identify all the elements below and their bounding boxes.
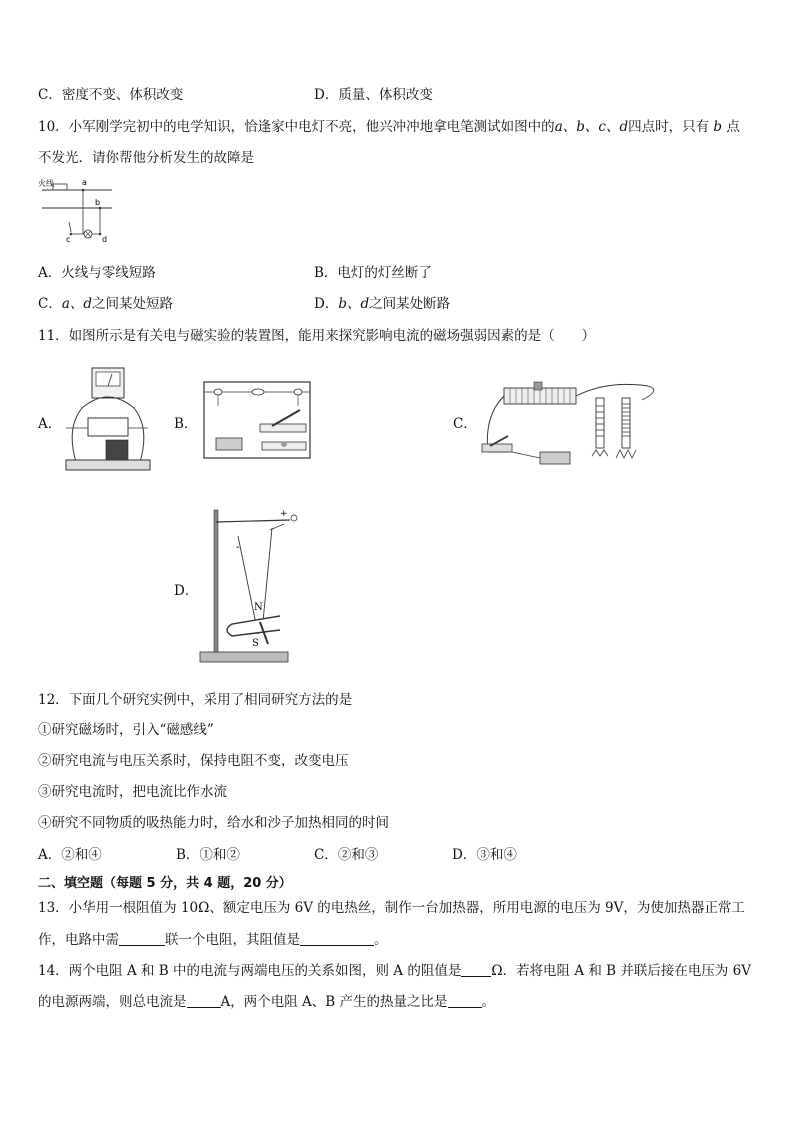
q13-blank-2[interactable]	[300, 931, 374, 946]
switch	[69, 222, 71, 232]
fire-wire-label: 火线	[38, 179, 54, 188]
switch-base	[482, 444, 512, 452]
q11-label-d: D．	[174, 583, 199, 599]
q10-circuit-figure	[38, 176, 118, 246]
q12-option-c: C．②和③	[314, 847, 379, 863]
q14-text-a: 14．两个电阻 A 和 B 中的电流与两端电压的关系如图，则 A 的阻值是	[38, 963, 462, 979]
section-2-title: 二、填空题（每题 5 分，共 4 题，20 分）	[38, 876, 292, 891]
q12-option-d: D．③和④	[452, 847, 517, 863]
q12-option-a: A．②和④	[38, 847, 102, 863]
q14-blank-3[interactable]	[448, 993, 482, 1008]
q11-stem: 11．如图所示是有关电与磁实验的装置图，能用来探究影响电流的磁场强弱因素的是（ ）	[38, 328, 596, 344]
q14-text-c: 的电源两端，则总电流是	[38, 994, 187, 1010]
base-plate	[66, 460, 150, 470]
plus-mark: +	[280, 509, 288, 519]
q12-option-b: B．①和②	[176, 847, 240, 863]
q12-item-3: ③研究电流时，把电流比作水流	[38, 784, 227, 800]
q14-text-b: Ω．若将电阻 A 和 B 并联后接在电压为 6V	[491, 963, 752, 979]
point-b-label: b	[95, 198, 101, 207]
lamp-1	[214, 389, 222, 395]
wire-right-swing	[262, 528, 272, 632]
q10-option-d-text: 之间某处断路	[369, 296, 451, 312]
q10-option-c-text: 之间某处短路	[92, 296, 174, 312]
q11-label-c: C．	[453, 416, 477, 432]
q11-figure-d-stand-magnet	[198, 506, 302, 666]
wire-top-loop	[576, 384, 654, 400]
q14-text-e: 。	[481, 994, 496, 1010]
q10-stem-line2: 不发光．请你帮他分析发生的故障是	[38, 150, 254, 166]
point-c-label: c	[66, 235, 71, 244]
terminal	[291, 515, 297, 521]
lamp-2	[252, 389, 264, 395]
q10-stem-points: a、b、c、d	[554, 119, 629, 135]
magnet-s-label: S	[252, 638, 259, 649]
u-magnet	[227, 616, 280, 636]
nail-2	[622, 398, 630, 448]
lamp-3	[294, 389, 302, 395]
q12-item-1: ①研究磁场时，引入“磁感线”	[38, 722, 214, 738]
wire-bottom	[512, 452, 540, 458]
stand-rod	[214, 510, 218, 656]
q12-item-4: ④研究不同物质的吸热能力时，给水和沙子加热相同的时间	[38, 815, 389, 831]
q13-line2	[38, 928, 388, 948]
q10-stem-end: 点	[726, 119, 740, 135]
q13-blank-1[interactable]	[119, 931, 165, 946]
meter-dial	[96, 372, 120, 386]
minus-mark: -	[236, 542, 240, 553]
q9-option-d: D．质量、体积改变	[314, 87, 433, 103]
q10-option-a: A．火线与零线短路	[38, 265, 156, 281]
magnet-n-label: N	[254, 602, 263, 613]
wire-left-swing	[238, 536, 258, 634]
terminal-knob	[281, 441, 287, 447]
lead-wire	[270, 524, 284, 530]
point-d	[99, 233, 102, 236]
battery	[540, 452, 570, 464]
magnet-block	[106, 440, 128, 460]
point-d-label: d	[102, 235, 108, 244]
q11-figure-b-circuit-board	[202, 378, 312, 462]
q14-blank-2[interactable]	[187, 993, 221, 1008]
q13-text-a: 作，电路中需	[38, 932, 119, 948]
q14-blank-1[interactable]	[461, 962, 491, 977]
switch-base	[260, 424, 306, 432]
pins-2	[616, 450, 636, 458]
q14-line1	[38, 959, 751, 979]
q13-line1: 13．小华用一根阻值为 10Ω、额定电压为 6V 的电热丝，制作一台加热器，所用电源的电压为 9V，为使加热器正常工	[38, 900, 745, 916]
q9-option-c: C．密度不变、体积改变	[38, 87, 184, 103]
q13-text-b: 联一个电阻，其阻值是	[165, 932, 300, 948]
q10-option-d-prefix: D．	[314, 296, 339, 312]
q12-item-2: ②研究电流与电压关系时，保持电阻不变，改变电压	[38, 753, 349, 769]
pins-1	[592, 450, 608, 456]
q10-stem-text: 10．小军刚学完初中的电学知识，恰逢家中电灯不亮，他兴冲冲地拿电笔测试如图中的	[38, 119, 555, 135]
q14-line2	[38, 990, 495, 1010]
q10-stem-tail: 四点时，只有	[628, 119, 710, 135]
rheostat-slider	[534, 382, 542, 390]
q11-label-a: A．	[38, 416, 62, 432]
q10-option-c	[38, 292, 173, 312]
fuse-symbol	[53, 184, 67, 190]
q10-stem-b: b	[713, 119, 723, 135]
q10-stem-line1	[38, 115, 740, 135]
q11-label-b: B．	[174, 416, 198, 432]
q11-figure-a-galvanometer	[62, 366, 154, 474]
q12-stem: 12．下面几个研究实例中，采用了相同研究方法的是	[38, 692, 353, 708]
nail-1	[596, 398, 604, 448]
coil-frame	[88, 418, 128, 436]
q11-figure-c-electromagnets	[478, 376, 658, 468]
q13-text-c: 。	[374, 932, 388, 948]
stand-base	[200, 652, 288, 662]
q10-option-c-prefix: C．	[38, 296, 62, 312]
q10-option-c-vars: a、d	[61, 296, 93, 312]
crossbar	[216, 520, 290, 522]
q10-option-b: B．电灯的灯丝断了	[314, 265, 432, 281]
q10-option-d	[314, 292, 450, 312]
q10-option-d-vars: b、d	[338, 296, 370, 312]
battery-box	[216, 438, 242, 450]
point-a-label: a	[82, 178, 87, 187]
q14-text-d: A，两个电阻 A、B 产生的热量之比是	[220, 994, 448, 1010]
